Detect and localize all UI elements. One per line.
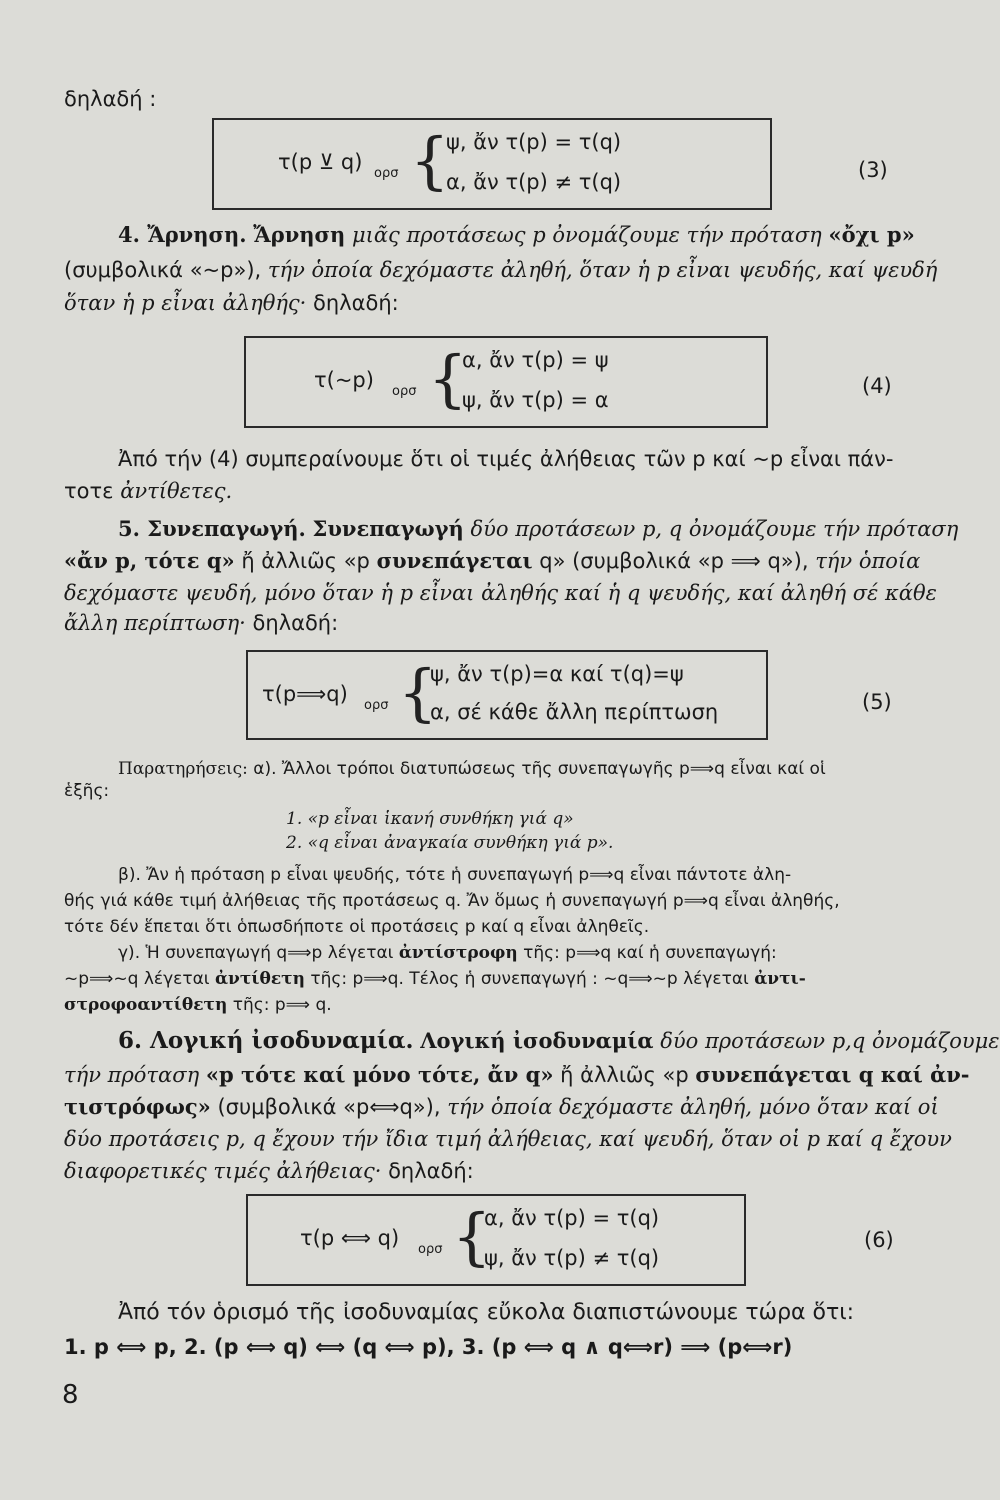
- notes-label: Παρατηρήσεις:: [118, 759, 248, 779]
- sec6-line4: δύο προτάσεις p, q ἔχουν τήν ἴδια τιμή ἀλήθειας, καί ψευδή, ὅταν οἱ p καί q ἔχουν: [64, 1127, 952, 1151]
- notes-line-b3: τότε δέν ἕπεται ὅτι ὁπωσδήποτε οἱ προτάσεις p καί q εἶναι ἀληθεῖς.: [64, 917, 650, 937]
- sec5-line4: ἄλλη περίπτωση· δηλαδή:: [64, 611, 339, 635]
- eq6-brace: {: [452, 1200, 492, 1273]
- after4-line2: τοτε ἀντίθετες.: [64, 479, 233, 503]
- notes-item-1: 1. «p εἶναι ἱκανή συνθήκη γιά q»: [286, 809, 574, 829]
- eq5-lhs: τ(p⟹q): [262, 682, 348, 706]
- sec6-heading: 6. Λογική ἰσοδυναμία.: [118, 1027, 414, 1054]
- sec4-line2: (συμβολικά «~p»), τήν ὁποία δεχόμαστε ἀληθή, ὅταν ἡ p εἶναι ψευδής, καί ψευδή: [64, 258, 938, 282]
- eq5-brace: {: [398, 656, 438, 729]
- sec5-line2: «ἄν p, τότε q» ἤ ἀλλιῶς «p συνεπάγεται q» (συμβολικά «p ⟹ q»), τήν ὁποία: [64, 548, 921, 573]
- eq4-def: ορσ: [392, 384, 417, 399]
- sec6-line5: διαφορετικές τιμές ἀλήθειας· δηλαδή:: [64, 1159, 474, 1183]
- eq3-number: (3): [858, 158, 888, 182]
- notes-line-a2: ἑξῆς:: [64, 781, 110, 801]
- sec5-heading: 5. Συνεπαγωγή.: [118, 516, 306, 541]
- sec6-line2: τήν πρόταση «p τότε καί μόνο τότε, ἄν q» ἤ ἀλλιῶς «p συνεπάγεται q καί ἀν-: [64, 1062, 970, 1087]
- equation-box-4: [244, 336, 768, 428]
- eq4-lhs: τ(~p): [314, 368, 374, 392]
- sec6-line1: 6. Λογική ἰσοδυναμία. Λογική ἰσοδυναμία δύο προτάσεων p,q ὀνομάζουμε: [118, 1027, 1000, 1054]
- eq6-case1: α, ἄν τ(p) = τ(q): [484, 1206, 660, 1230]
- sec5-line1: 5. Συνεπαγωγή. Συνεπαγωγή δύο προτάσεων p, q ὀνομάζουμε τήν πρόταση: [118, 516, 959, 541]
- notes-item-2: 2. «q εἶναι ἀναγκαία συνθήκη γιά p».: [286, 833, 614, 853]
- eq4-case1: α, ἄν τ(p) = ψ: [462, 348, 609, 372]
- eq3-def: ορσ: [374, 166, 399, 181]
- equation-box-3: [212, 118, 772, 210]
- page-number: 8: [62, 1380, 79, 1410]
- eq4-number: (4): [862, 374, 892, 398]
- eq6-def: ορσ: [418, 1242, 443, 1257]
- eq4-case2: ψ, ἄν τ(p) = α: [462, 388, 609, 412]
- notes-line-c3: στροφοαντίθετη τῆς: p⟹ q.: [64, 995, 332, 1015]
- eq6-number: (6): [864, 1228, 894, 1252]
- notes-line-a: Παρατηρήσεις: α). Ἄλλοι τρόποι διατυπώσεως τῆς συνεπαγωγῆς p⟹q εἶναι καί οἱ: [118, 759, 826, 779]
- eq6-lhs: τ(p ⟺ q): [300, 1226, 400, 1250]
- notes-line-c2: ~p⟹~q λέγεται ἀντίθετη τῆς: p⟹q. Τέλος ἡ συνεπαγωγή : ~q⟹~p λέγεται ἀντι-: [64, 969, 806, 989]
- eq5-number: (5): [862, 690, 892, 714]
- sec4-line1: 4. Ἄρνηση. Ἄρνηση μιᾶς προτάσεως p ὀνομάζουμε τήν πρόταση «ὄχι p»: [118, 222, 915, 247]
- sec6-line3: τιστρόφως» (συμβολικά «p⟺q»), τήν ὁποία δεχόμαστε ἀληθή, μόνο ὅταν καί οἱ: [64, 1094, 939, 1119]
- eq6-case2: ψ, ἄν τ(p) ≠ τ(q): [484, 1246, 660, 1270]
- eq5-case1: ψ, ἄν τ(p)=α καί τ(q)=ψ: [430, 662, 684, 686]
- sec4-heading: 4. Ἄρνηση.: [118, 222, 247, 247]
- notes-line-c1: γ). Ἡ συνεπαγωγή q⟹p λέγεται ἀντίστροφη τῆς: p⟹q καί ἡ συνεπαγωγή:: [118, 943, 777, 963]
- equation-box-6: [246, 1194, 746, 1286]
- eq3-case2: α, ἄν τ(p) ≠ τ(q): [446, 170, 622, 194]
- eq3-case1: ψ, ἄν τ(p) = τ(q): [446, 130, 622, 154]
- eq5-case2: α, σέ κάθε ἄλλη περίπτωση: [430, 700, 719, 724]
- eq3-brace: {: [410, 124, 450, 197]
- equation-box-5: [246, 650, 768, 740]
- notes-line-b2: θής γιά κάθε τιμή ἀλήθειας τῆς προτάσεως q. Ἄν ὅμως ἡ συνεπαγωγή p⟹q εἶναι ἀληθής,: [64, 891, 840, 911]
- after6-line2: 1. p ⟺ p, 2. (p ⟺ q) ⟺ (q ⟺ p), 3. (p ⟺ q ∧ q⟺r) ⟹ (p⟺r): [64, 1335, 793, 1359]
- sec4-line3: ὅταν ἡ p εἶναι ἀληθής· δηλαδή:: [64, 291, 399, 315]
- after6-line1: Ἀπό τόν ὁρισμό τῆς ἰσοδυναμίας εὔκολα διαπιστώνουμε τώρα ὅτι:: [118, 1300, 855, 1325]
- eq3-lhs: τ(p ⊻ q): [278, 150, 363, 174]
- eq5-def: ορσ: [364, 698, 389, 713]
- eq4-brace: {: [428, 342, 468, 415]
- notes-line-b1: β). Ἄν ἡ πρόταση p εἶναι ψευδής, τότε ἡ συνεπαγωγή p⟹q εἶναι πάντοτε ἀλη-: [118, 865, 792, 885]
- intro-text: δηλαδή :: [64, 87, 157, 111]
- after4-line1: Ἀπό τήν (4) συμπεραίνουμε ὅτι οἱ τιμές ἀλήθειας τῶν p καί ~p εἶναι πάν-: [118, 447, 894, 471]
- sec5-line3: δεχόμαστε ψευδή, μόνο ὅταν ἡ p εἶναι ἀληθής καί ἡ q ψευδής, καί ἀληθή σέ κάθε: [64, 581, 937, 605]
